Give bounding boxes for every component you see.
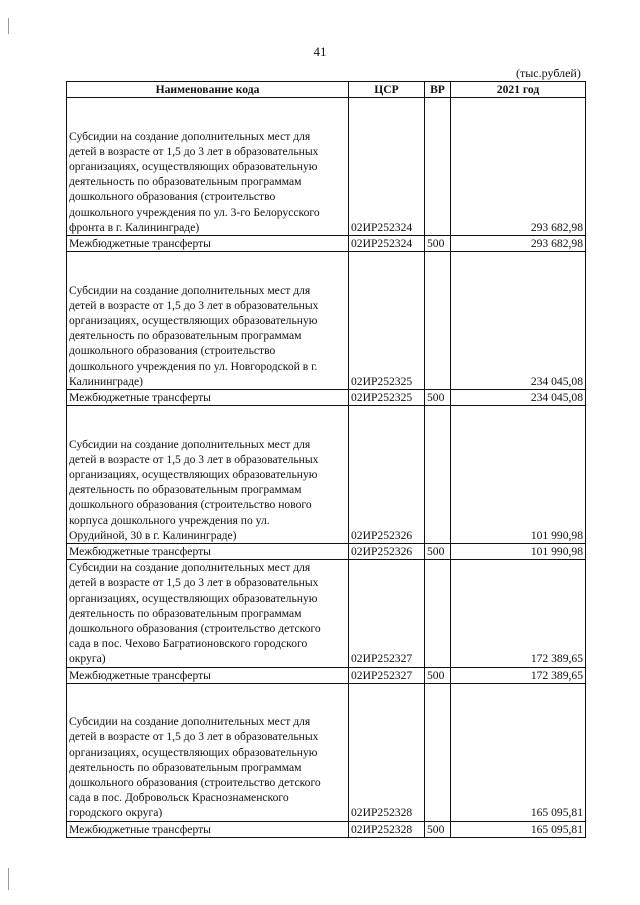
subsidy-name-line: организациях, осуществляющих образовательную xyxy=(69,159,318,173)
amount-cell: 172 389,65 xyxy=(451,560,586,667)
blank-line xyxy=(69,113,346,128)
table-row-subsidy xyxy=(67,683,586,821)
subsidy-name-cell xyxy=(67,406,349,544)
subsidy-name-line: организациях, осуществляющих образовательную xyxy=(69,591,318,605)
subsidy-name-line: дошкольного учреждения по ул. 3-го Белорусского xyxy=(69,205,320,219)
subsidy-name-line: дошкольного образования (строительство xyxy=(69,190,276,204)
transfer-amount-cell: 165 095,81 xyxy=(451,821,586,837)
amount-cell: 234 045,08 xyxy=(451,252,586,390)
transfer-vr-cell: 500 xyxy=(425,821,451,837)
subsidy-name-line: дошкольного учреждения по ул. Новгородской в г. xyxy=(69,359,318,373)
subsidy-name-line: детей в возрасте от 1,5 до 3 лет в образовательных xyxy=(69,298,319,312)
vr-cell xyxy=(425,98,451,236)
subsidy-name-cell xyxy=(67,560,349,667)
blank-line xyxy=(69,421,346,436)
units-label: (тыс.рублей) xyxy=(516,66,581,80)
subsidy-name-line: организациях, осуществляющих образовательную xyxy=(69,313,318,327)
transfer-amount-cell: 172 389,65 xyxy=(451,667,586,683)
table-row-subsidy xyxy=(67,560,586,667)
blank-line xyxy=(69,684,346,699)
subsidy-name-line: дошкольного образования (строительство детского xyxy=(69,776,321,790)
amount-cell: 101 990,98 xyxy=(451,406,586,544)
subsidy-name-line: Субсидии на создание дополнительных мест для xyxy=(69,283,311,297)
transfer-vr-cell: 500 xyxy=(425,667,451,683)
subsidy-name-line: округа) xyxy=(69,652,106,666)
table-header-row xyxy=(67,82,586,98)
csr-cell: 02ИР252325 xyxy=(349,252,425,390)
blank-line xyxy=(69,699,346,714)
subsidy-name-line: дошкольного образования (строительство нового xyxy=(69,498,312,512)
table-row-subsidy xyxy=(67,252,586,390)
transfer-csr-cell: 02ИР252325 xyxy=(349,390,425,406)
subsidy-name-line: детей в возрасте от 1,5 до 3 лет в образовательных xyxy=(69,452,319,466)
amount-cell: 293 682,98 xyxy=(451,98,586,236)
blank-line xyxy=(69,406,346,421)
subsidy-name-line: Субсидии на создание дополнительных мест для xyxy=(69,715,311,729)
csr-cell: 02ИР252327 xyxy=(349,560,425,667)
header-year: 2021 год xyxy=(451,82,586,98)
subsidy-name-line: сада в пос. Чехово Багратионовского городского xyxy=(69,637,308,651)
subsidy-name-line: детей в возрасте от 1,5 до 3 лет в образовательных xyxy=(69,730,319,744)
transfer-amount-cell: 293 682,98 xyxy=(451,236,586,252)
transfer-csr-cell: 02ИР252324 xyxy=(349,236,425,252)
subsidy-name-cell xyxy=(67,683,349,821)
table-row-transfer xyxy=(67,667,586,683)
table-row-subsidy xyxy=(67,98,586,236)
transfer-csr-cell: 02ИР252328 xyxy=(349,821,425,837)
transfer-name-cell: Межбюджетные трансферты xyxy=(67,544,349,560)
blank-line xyxy=(69,98,346,113)
transfer-vr-cell: 500 xyxy=(425,544,451,560)
vr-cell xyxy=(425,683,451,821)
margin-binding-mark-top xyxy=(8,18,9,34)
subsidy-name-line: сада в пос. Добровольск Краснознаменского xyxy=(69,791,289,805)
subsidy-name-line: организациях, осуществляющих образовательную xyxy=(69,467,318,481)
subsidy-name-cell xyxy=(67,98,349,236)
transfer-name-cell: Межбюджетные трансферты xyxy=(67,236,349,252)
table-row-transfer xyxy=(67,821,586,837)
page-number: 41 xyxy=(313,44,327,59)
subsidy-name-line: детей в возрасте от 1,5 до 3 лет в образовательных xyxy=(69,576,319,590)
subsidy-name-line: городского округа) xyxy=(69,806,163,820)
blank-line xyxy=(69,252,346,267)
budget-table xyxy=(66,81,586,838)
transfer-vr-cell: 500 xyxy=(425,236,451,252)
blank-line xyxy=(69,267,346,282)
table-body xyxy=(67,98,586,838)
header-name: Наименование кода xyxy=(67,82,349,98)
transfer-csr-cell: 02ИР252327 xyxy=(349,667,425,683)
subsidy-name-line: деятельность по образовательным программам xyxy=(69,606,302,620)
csr-cell: 02ИР252328 xyxy=(349,683,425,821)
table-row-transfer xyxy=(67,236,586,252)
subsidy-name-line: Субсидии на создание дополнительных мест для xyxy=(69,561,311,575)
transfer-csr-cell: 02ИР252326 xyxy=(349,544,425,560)
subsidy-name-line: корпуса дошкольного учреждения по ул. xyxy=(69,513,270,527)
subsidy-name-line: деятельность по образовательным программам xyxy=(69,329,302,343)
subsidy-name-line: Орудийной, 30 в г. Калининграде) xyxy=(69,528,237,542)
transfer-name-cell: Межбюджетные трансферты xyxy=(67,821,349,837)
subsidy-name-line: деятельность по образовательным программам xyxy=(69,175,302,189)
csr-cell: 02ИР252326 xyxy=(349,406,425,544)
subsidy-name-line: детей в возрасте от 1,5 до 3 лет в образовательных xyxy=(69,144,319,158)
csr-cell: 02ИР252324 xyxy=(349,98,425,236)
vr-cell xyxy=(425,560,451,667)
subsidy-name-cell xyxy=(67,252,349,390)
subsidy-name-line: дошкольного образования (строительство xyxy=(69,344,276,358)
subsidy-name-line: Калининграде) xyxy=(69,374,144,388)
table-row-subsidy xyxy=(67,406,586,544)
table-row-transfer xyxy=(67,390,586,406)
subsidy-name-line: дошкольного образования (строительство детского xyxy=(69,622,321,636)
subsidy-name-line: Субсидии на создание дополнительных мест для xyxy=(69,129,311,143)
subsidy-name-line: деятельность по образовательным программам xyxy=(69,760,302,774)
subsidy-name-line: организациях, осуществляющих образовательную xyxy=(69,745,318,759)
header-csr: ЦСР xyxy=(349,82,425,98)
vr-cell xyxy=(425,252,451,390)
table-row-transfer xyxy=(67,544,586,560)
transfer-vr-cell: 500 xyxy=(425,390,451,406)
subsidy-name-line: деятельность по образовательным программам xyxy=(69,483,302,497)
margin-binding-mark-bottom xyxy=(8,868,9,890)
header-vr: ВР xyxy=(425,82,451,98)
vr-cell xyxy=(425,406,451,544)
subsidy-name-line: Субсидии на создание дополнительных мест для xyxy=(69,437,311,451)
transfer-name-cell: Межбюджетные трансферты xyxy=(67,390,349,406)
amount-cell: 165 095,81 xyxy=(451,683,586,821)
subsidy-name-line: фронта в г. Калининграде) xyxy=(69,220,200,234)
transfer-amount-cell: 101 990,98 xyxy=(451,544,586,560)
transfer-amount-cell: 234 045,08 xyxy=(451,390,586,406)
transfer-name-cell: Межбюджетные трансферты xyxy=(67,667,349,683)
